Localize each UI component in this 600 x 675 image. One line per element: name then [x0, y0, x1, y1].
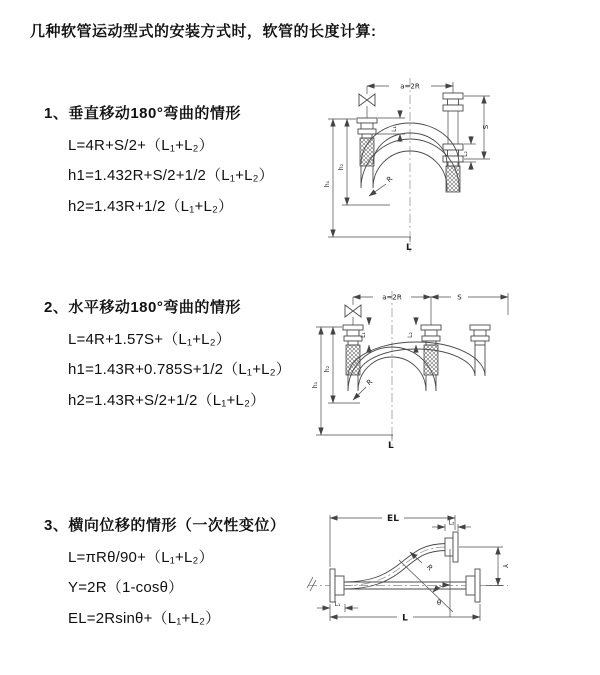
- valve-icon: [345, 297, 361, 325]
- right-upper-flange: [445, 532, 458, 562]
- section-vertical-motion: [44, 102, 319, 221]
- section2-heading: 2、水平移动180°弯曲的情形: [44, 299, 241, 316]
- dimension-a2r: [353, 293, 508, 325]
- dimension-l2: [432, 520, 471, 532]
- label-length: L: [406, 243, 412, 253]
- label-l1: L₁: [334, 601, 341, 608]
- label-s: S: [457, 293, 462, 302]
- section2-formulas: [68, 323, 319, 415]
- label-h1: h₁: [324, 180, 331, 188]
- left-flange: [330, 569, 344, 602]
- formula-length: L=4R+1.57S+（L₁+L₂）: [68, 330, 231, 348]
- label-l2: L₂: [462, 151, 469, 157]
- dimension-l1: [317, 601, 358, 612]
- angle-theta: [399, 549, 453, 617]
- dimension-s: [464, 96, 490, 159]
- section1-heading: 1、垂直移动180°弯曲的情形: [44, 105, 241, 122]
- section-horizontal-motion: [44, 296, 319, 415]
- label-l2: L₂: [407, 332, 414, 338]
- label-radius: R: [424, 563, 435, 573]
- label-length: L: [388, 441, 394, 451]
- radius-callout: [353, 378, 374, 400]
- label-l1: L₁: [360, 332, 367, 338]
- formula-h1: h1=1.432R+S/2+1/2（L₁+L₂）: [68, 167, 274, 185]
- left-fitting: [357, 118, 377, 166]
- dimension-l1: [360, 317, 369, 353]
- braided-hose-section: [360, 138, 374, 166]
- diagram-horizontal-180-bend: [308, 283, 593, 458]
- formula-h2: h2=1.43R+1/2（L₁+L₂）: [68, 197, 234, 215]
- label-a2r: a=2R: [400, 82, 420, 91]
- section3-formulas: [68, 541, 319, 633]
- dimension-s: [431, 294, 508, 302]
- section-lateral-displacement: [44, 514, 319, 633]
- dimension-length: [330, 604, 480, 624]
- radius-callout: [410, 552, 434, 572]
- dimension-l2: [461, 136, 476, 170]
- label-length: L: [402, 613, 408, 624]
- label-el: EL: [387, 514, 399, 524]
- length-callout: [388, 435, 394, 451]
- label-radius: R: [365, 377, 375, 388]
- diagram-vertical-180-bend: [312, 72, 584, 260]
- diagram-lateral-displacement: [300, 505, 595, 645]
- formula-h2: h2=1.43R+S/2+1/2（L₁+L₂）: [68, 391, 266, 409]
- label-h2: h₂: [324, 365, 331, 373]
- label-y: Y: [501, 563, 509, 569]
- label-radius: R: [385, 174, 395, 185]
- right-lower-flange: [466, 569, 480, 602]
- right-fitting: [443, 93, 463, 192]
- label-s: S: [482, 124, 490, 130]
- break-mark: [307, 577, 316, 591]
- formula-el: EL=2Rsinθ+（L₁+L₂）: [68, 609, 221, 627]
- section1-formulas: [68, 129, 319, 221]
- formula-h1: h1=1.43R+0.785S+1/2（L₁+L₂）: [68, 361, 291, 379]
- formula-length: L=4R+S/2+（L₁+L₂）: [68, 136, 214, 154]
- length-callout: [406, 237, 412, 253]
- formula-length: L=πRθ/90+（L₁+L₂）: [68, 548, 214, 566]
- label-h2: h₂: [338, 163, 345, 171]
- section3-heading: 3、横向位移的情形（一次性变位）: [44, 517, 286, 534]
- label-h1: h₁: [312, 381, 319, 389]
- label-a2r: a=2R: [382, 293, 402, 302]
- label-theta: θ: [436, 599, 442, 607]
- dimension-el: [330, 514, 455, 567]
- label-l1: L₁: [391, 126, 398, 132]
- formula-y: Y=2R（1-cosθ）: [68, 579, 184, 597]
- valve-icon: [359, 86, 375, 118]
- page-title: 几种软管运动型式的安装方式时，软管的长度计算:: [30, 23, 377, 40]
- dimension-l2: [407, 317, 416, 353]
- dimension-l1: [374, 110, 405, 142]
- label-l2: L₂: [448, 519, 455, 527]
- right-fitting: [470, 325, 490, 345]
